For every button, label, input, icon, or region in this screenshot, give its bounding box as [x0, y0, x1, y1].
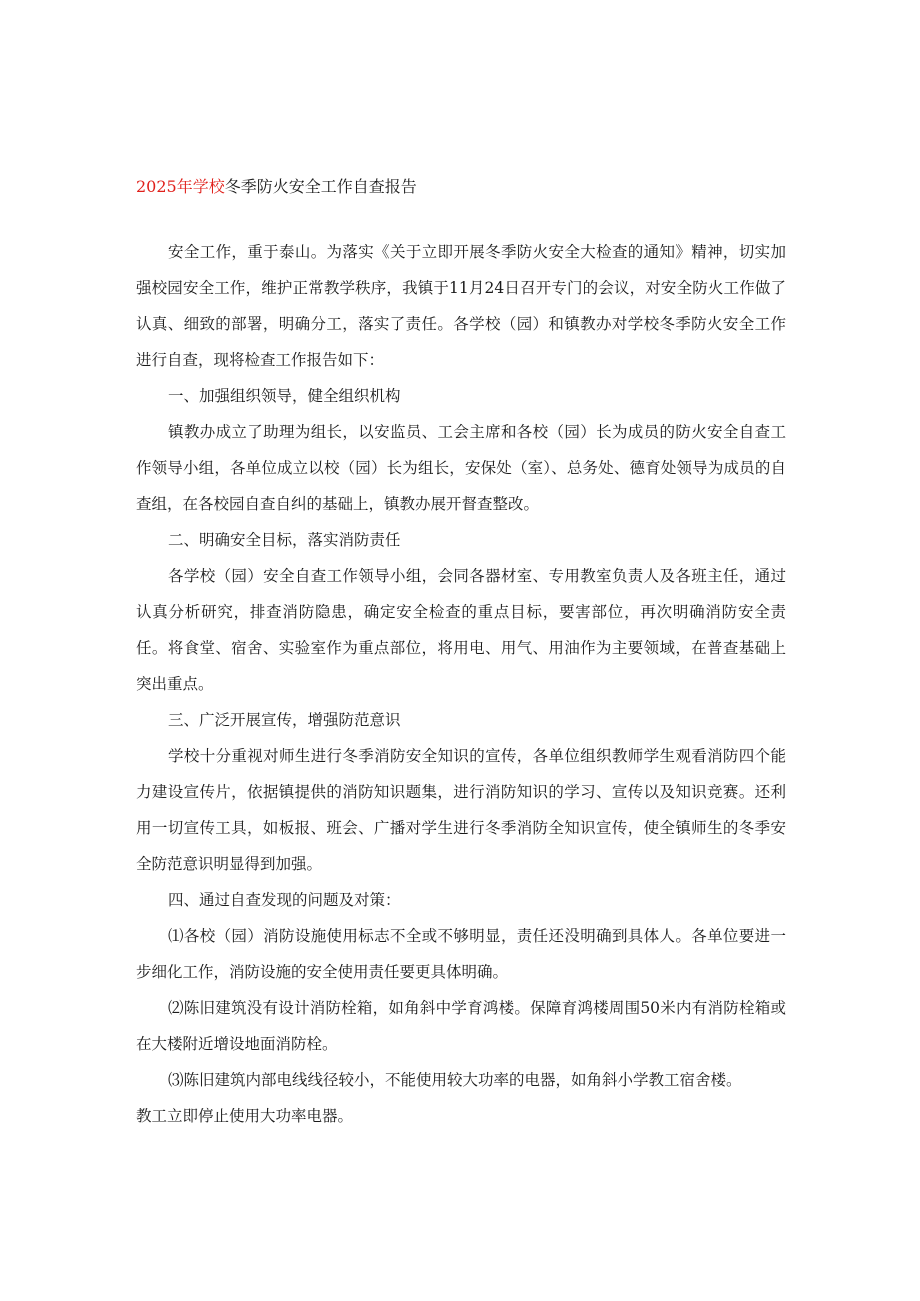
document-page — [136, 176, 786, 1134]
document-title — [136, 176, 786, 198]
section-body-1: 镇教办成立了助理为组长，以安监员、工会主席和各校（园）长为成员的防火安全自查工作领导小组，各单位成立以校（园）长为组长，安保处（室）、总务处、德育处领导为成员的自查组，在各校园自查自纠的基础上，镇教办展开督查整改。 — [136, 423, 786, 513]
problem-item-3: ⑶陈旧建筑内部电线线径较小，不能使用较大功率的电器，如角斜小学教工宿舍楼。 — [168, 1071, 742, 1089]
problem-item-1: ⑴各校（园）消防设施使用标志不全或不够明显，责任还没明确到具体人。各单位要进一步细化工作，消防设施的安全使用责任要更具体明确。 — [136, 927, 786, 981]
section-heading-2: 二、明确安全目标，落实消防责任 — [168, 531, 401, 549]
section-heading-3: 三、广泛开展宣传，增强防范意识 — [168, 711, 401, 729]
title-year-school: 2025年学校 — [136, 177, 225, 196]
problem-item-2: ⑵陈旧建筑没有设计消防栓箱，如角斜中学育鸿楼。保障育鸿楼周围50米内有消防栓箱或在大楼附近增设地面消防栓。 — [136, 999, 786, 1053]
closing-line: 教工立即停止使用大功率电器。 — [136, 1107, 354, 1125]
section-body-3: 学校十分重视对师生进行冬季消防安全知识的宣传，各单位组织教师学生观看消防四个能力建设宣传片，依据镇提供的消防知识题集，进行消防知识的学习、宣传以及知识竞赛。还利用一切宣传工具，如板报、班会、广播对学生进行冬季消防全知识宣传，使全镇师生的冬季安全防范意识明显得到加强。 — [136, 747, 786, 873]
section-heading-1: 一、加强组织领导，健全组织机构 — [168, 387, 401, 405]
section-body-2: 各学校（园）安全自查工作领导小组，会同各器材室、专用教室负责人及各班主任，通过认真分析研究，排查消防隐患，确定安全检查的重点目标，要害部位，再次明确消防安全责任。将食堂、宿舍、实验室作为重点部位，将用电、用气、用油作为主要领域，在普查基础上突出重点。 — [136, 567, 786, 693]
title-main: 冬季防火安全工作自查报告 — [224, 177, 417, 196]
intro-paragraph: 安全工作，重于泰山。为落实《关于立即开展冬季防火安全大检查的通知》精神，切实加强校园安全工作，维护正常教学秩序，我镇于11月24日召开专门的会议，对安全防火工作做了认真、细致的部署，明确分工，落实了责任。各学校（园）和镇教办对学校冬季防火安全工作进行自查，现将检查工作报告如下： — [136, 243, 786, 369]
section-heading-4: 四、通过自查发现的问题及对策： — [168, 891, 401, 909]
